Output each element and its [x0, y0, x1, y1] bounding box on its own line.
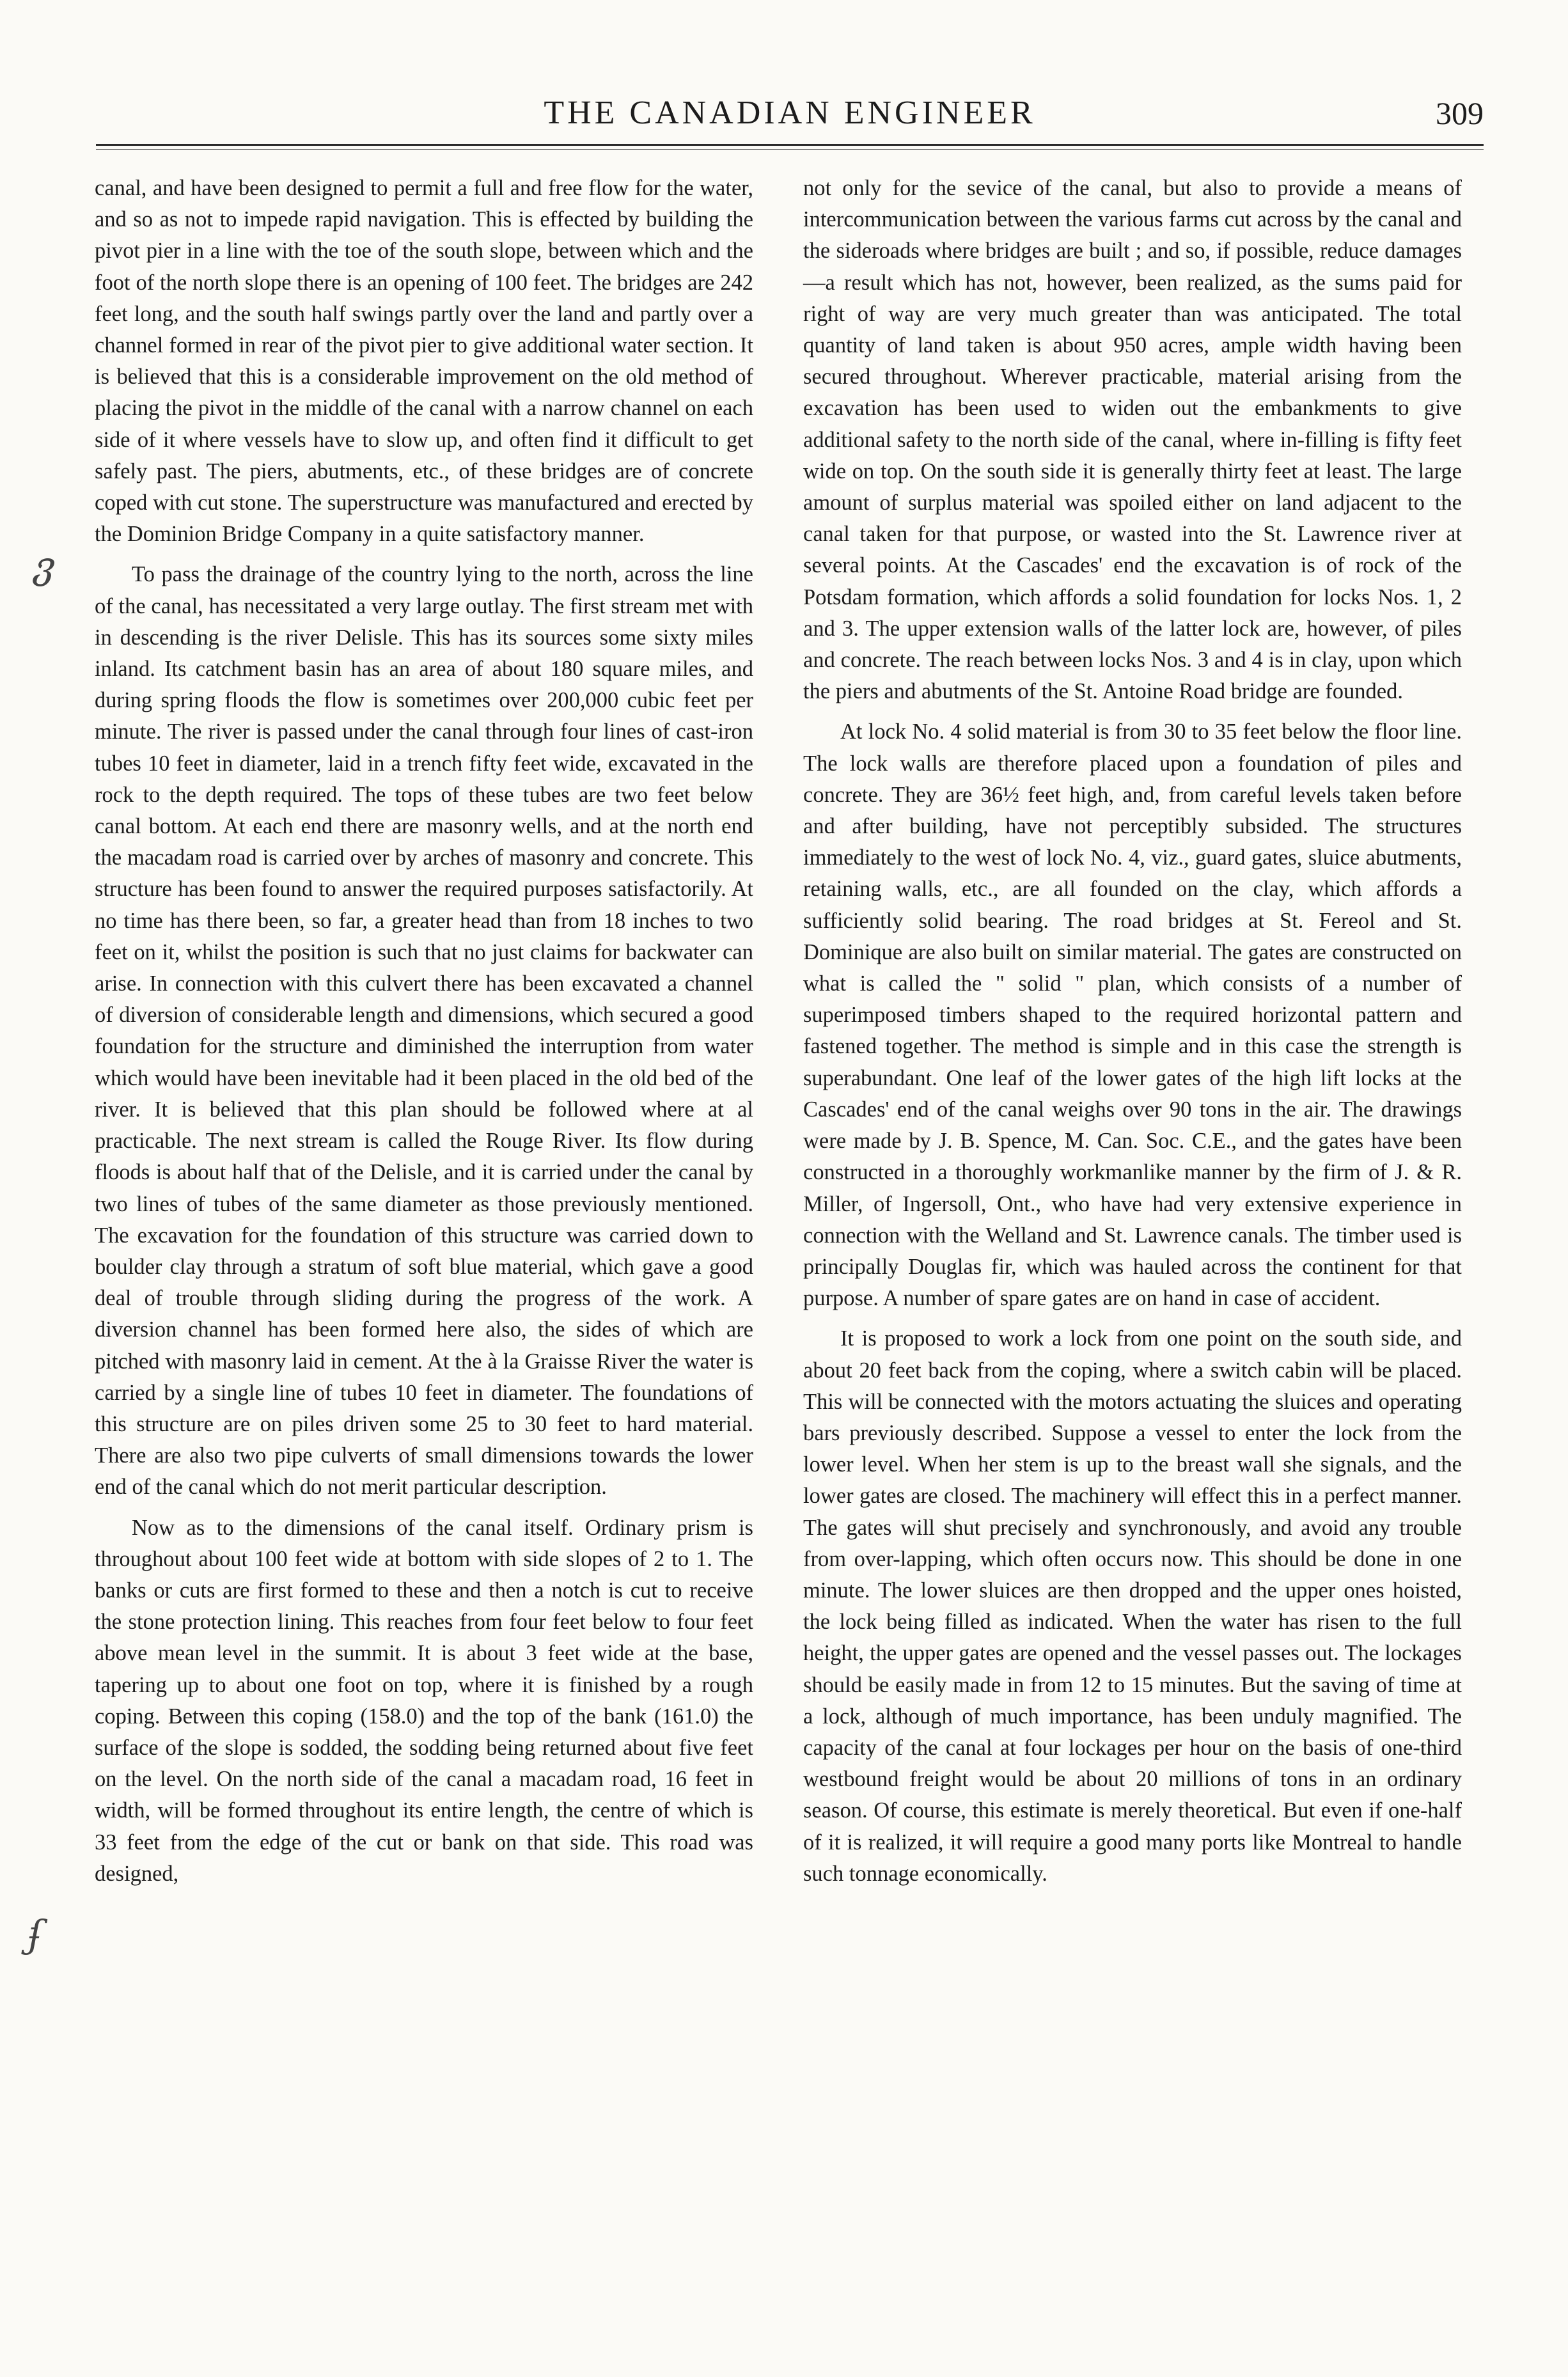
- header-rule-thin: [96, 149, 1484, 150]
- margin-handwritten-mark: ʄ: [28, 1912, 42, 1956]
- journal-title: THE CANADIAN ENGINEER: [544, 95, 1036, 131]
- running-header: [96, 91, 1484, 148]
- paragraph: Now as to the dimensions of the canal itself. Ordinary prism is throughout about 100 feet wide at bottom with side slopes of 2 to 1. The banks or cuts are first formed to these and then a notch is cut to receive the stone protection lining. This reaches from four feet below to four feet above mean level in the summit. It is about 3 feet wide at the base, tapering up to about one foot on top, where it is finished by a rough coping. Between this coping (158.0) and the top of the bank (161.0) the surface of the slope is sodded, the sodding being returned about five feet on the level. On the north side of the canal a macadam road, 16 feet in width, will be formed throughout its entire length, the centre of which is 33 feet from the edge of the cut or bank on that side. This road was designed,: [95, 1515, 753, 1886]
- page-number: 309: [1436, 95, 1484, 131]
- left-column: [95, 173, 753, 1890]
- paragraph: At lock No. 4 solid material is from 30 to 35 feet below the floor line. The lock walls are therefore placed upon a foundation of piles and concrete. They are 36½ feet high, and, from careful levels taken before and after building, have not perceptibly subsided. The structures immediately to the west of lock No. 4, viz., guard gates, sluice abutments, retaining walls, etc., are all founded on the clay, which affords a sufficiently solid bearing. The road bridges at St. Fereol and St. Dominique are also built on similar material. The gates are constructed on what is called the " solid " plan, which consists of a number of superimposed timbers shaped to the required horizontal pattern and fastened together. The method is simple and in this case the strength is superabundant. One leaf of the lower gates of the high lift locks at the Cascades' end of the canal weighs over 90 tons in the air. The drawings were made by J. B. Spence, M. Can. Soc. C.E., and the gates have been constructed in a thoroughly workmanlike manner by the firm of J. & R. Miller, of Ingersoll, Ont., who have had very extensive experience in connection with the Welland and St. Lawrence canals. The timber used is principally Douglas fir, which was hauled across the continent for that purpose. A number of spare gates are on hand in case of accident.: [803, 719, 1462, 1311]
- paragraph: To pass the drainage of the country lying to the north, across the line of the canal, has necessitated a very large outlay. The first stream met with in descending is the river Delisle. This has its sources some sixty miles inland. Its catchment basin has an area of about 180 square miles, and during spring floods the flow is sometimes over 200,000 cubic feet per minute. The river is passed under the canal through four lines of cast-iron tubes 10 feet in diameter, laid in a trench fifty feet wide, excavated in the rock to the depth required. The tops of these tubes are two feet below canal bottom. At each end there are masonry wells, and at the north end the macadam road is carried over by arches of masonry and concrete. This structure has been found to answer the required purposes satisfactorily. At no time has there been, so far, a greater head than from 18 inches to two feet on it, whilst the position is such that no just claims for backwater can arise. In connection with this culvert there has been excavated a channel of diversion of considerable length and dimensions, which secured a good foundation for the structure and diminished the interruption from water which would have been inevitable had it been placed in the old bed of the river. It is believed that this plan should be followed where at al practicable. The next stream is called the Rouge River. Its flow during floods is about half that of the Delisle, and it is carried under the canal by two lines of tubes of the same diameter as those previously mentioned. The excavation for the foundation of this structure was carried down to boulder clay through a stratum of soft blue material, which gave a good deal of trouble through sliding during the progress of the work. A diversion channel has been formed here also, the sides of which are pitched with masonry laid in cement. At the à la Graisse River the water is carried by a single line of tubes 10 feet in diameter. The foundations of this structure are on piles driven some 25 to 30 feet to hard material. There are also two pipe culverts of small dimensions towards the lower end of the canal which do not merit particular description.: [95, 562, 753, 1500]
- header-rule: [96, 144, 1484, 146]
- paragraph: not only for the sevice of the canal, but also to provide a means of intercommunication between the various farms cut across by the canal and the sideroads where bridges are built ; and so, if possible, reduce damages—a result which has not, however, been realized, as the sums paid for right of way are very much greater than was anticipated. The total quantity of land taken is about 950 acres, ample width having been secured throughout. Wherever practicable, material arising from the excavation has been used to widen out the embankments to give additional safety to the north side of the canal, where in-filling is fifty feet wide on top. On the south side it is generally thirty feet at least. The large amount of surplus material was spoiled either on land adjacent to the canal taken for that purpose, or wasted into the St. Lawrence river at several points. At the Cascades' end the excavation is of rock of the Potsdam formation, which affords a solid foundation for locks Nos. 1, 2 and 3. The upper extension walls of the latter lock are, however, of piles and concrete. The reach between locks Nos. 3 and 4 is in clay, upon which the piers and abutments of the St. Antoine Road bridge are founded.: [803, 176, 1462, 704]
- right-column: [803, 173, 1462, 1890]
- paragraph: It is proposed to work a lock from one point on the south side, and about 20 feet back from the coping, where a switch cabin will be placed. This will be connected with the motors actuating the sluices and operating bars previously described. Suppose a vessel to enter the lock from the lower level. When her stem is up to the breast wall she signals, and the lower gates are closed. The machinery will effect this in a perfect manner. The gates will shut precisely and synchronously, and avoid any trouble from over-lapping, which often occurs now. This should be done in one minute. The lower sluices are then dropped and the upper ones hoisted, the lock being filled as indicated. When the water has risen to the full height, the upper gates are opened and the vessel passes out. The lockages should be easily made in from 12 to 15 minutes. But the saving of time at a lock, although of much importance, has been unduly magnified. The capacity of the canal at four lockages per hour on the basis of one-third westbound freight would be about 20 millions of tons in an ordinary season. Of course, this estimate is merely theoretical. But even if one-half of it is realized, it will require a good many ports like Montreal to handle such tonnage economically.: [803, 1326, 1462, 1886]
- margin-handwritten-mark: ვ: [35, 544, 56, 587]
- paragraph: canal, and have been designed to permit a full and free flow for the water, and so as not to impede rapid navigation. This is effected by building the pivot pier in a line with the toe of the south slope, between which and the foot of the north slope there is an opening of 100 feet. The bridges are 242 feet long, and the south half swings partly over the land and partly over a channel formed in rear of the pivot pier to give additional water section. It is believed that this is a considerable improvement on the old method of placing the pivot in the middle of the canal with a narrow channel on each side of it where vessels have to slow up, and often find it difficult to get safely past. The piers, abutments, etc., of these bridges are of concrete coped with cut stone. The superstructure was manufactured and erected by the Dominion Bridge Company in a quite satisfactory manner.: [95, 176, 753, 547]
